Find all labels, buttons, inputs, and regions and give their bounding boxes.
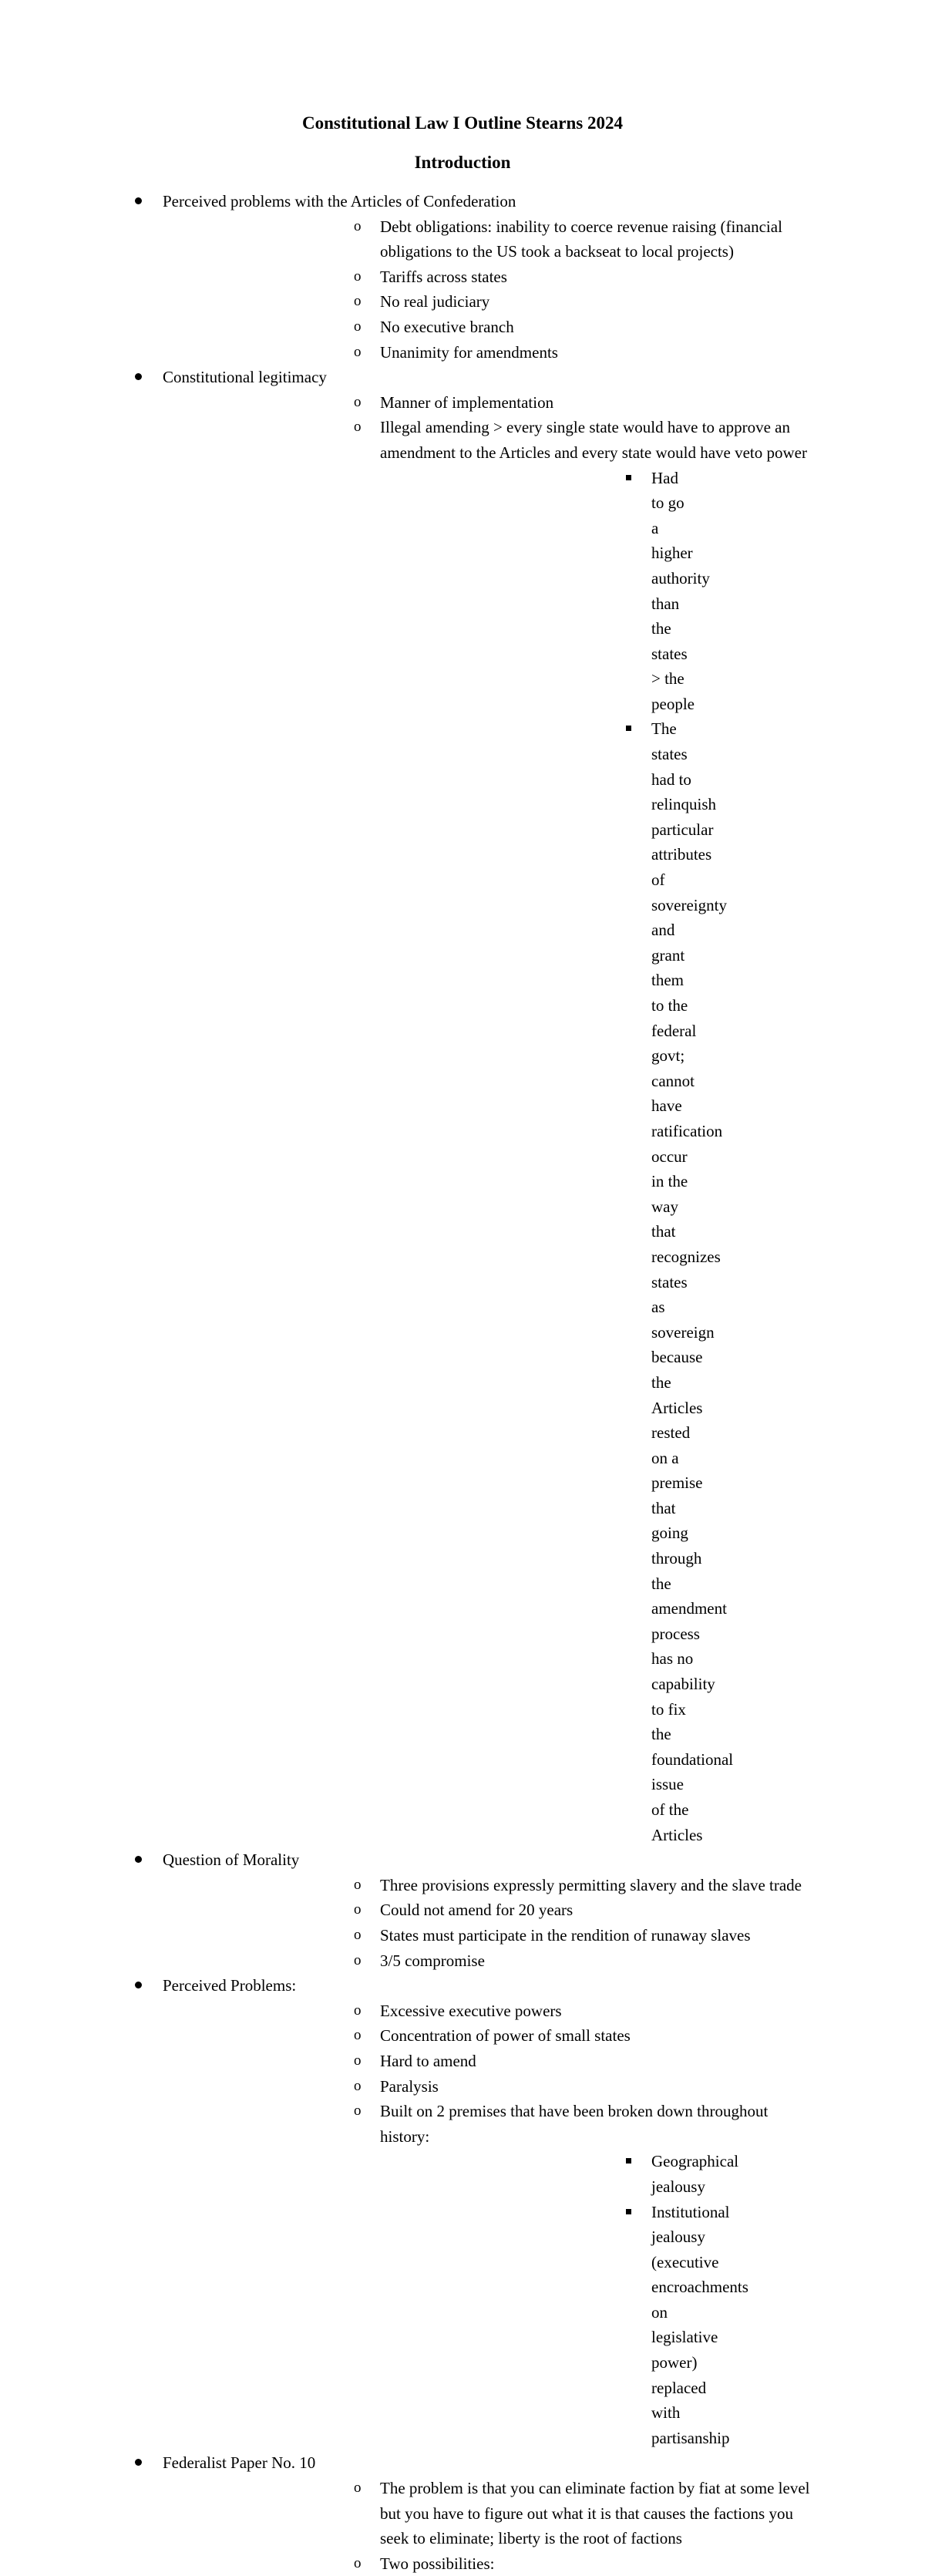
outline-item-text: Three provisions expressly permitting slavery and the slave trade [380,1875,802,1894]
outline-subitem [163,2023,925,2049]
outline-item-text: Manner of implementation [380,392,554,412]
square-bullet-icon [626,726,631,731]
outline-item-text: Constitutional legitimacy [163,368,327,387]
outline-subitem [163,340,925,365]
outline-subitem [163,1923,925,1948]
outline-item-text: Geographical jealousy [651,2152,739,2196]
outline-subsubitem [380,466,817,717]
outline-subitem [163,390,925,416]
nested-list [163,2476,925,2576]
outline-item-text: Hard to amend [380,2051,476,2070]
outline-subitem [163,1948,925,1974]
outline-list [0,189,925,2576]
circle-bullet-icon: o [354,419,362,436]
circle-bullet-icon: o [354,318,362,335]
square-bullet-icon [626,2158,631,2164]
outline-item-text: Illegal amending > every single state would have to approve an amendment to the Articles and every state would have veto power [380,418,807,462]
outline-subitem [163,264,925,290]
circle-bullet-icon: o [354,1876,362,1893]
section-heading: Introduction [414,153,511,172]
outline-item-text: No real judiciary [380,292,490,311]
outline-item-text: Federalist Paper No. 10 [163,2453,316,2473]
outline-subitem [163,315,925,340]
outline-subitem [163,1897,925,1923]
outline-item-text: Institutional jealousy (executive encroachments on legislative power) replaced with partisanship [651,2202,748,2447]
circle-bullet-icon: o [354,1951,362,1968]
nested-list [380,466,817,1848]
outline-subsubitem [380,2200,817,2451]
round-bullet-icon [135,2459,142,2466]
circle-bullet-icon: o [354,2077,362,2094]
circle-bullet-icon: o [354,2027,362,2044]
outline-subitem [163,1999,925,2024]
outline-item-text: States must participate in the rendition of runaway slaves [380,1925,751,1945]
outline-item-text: Excessive executive powers [380,2001,562,2020]
circle-bullet-icon: o [354,393,362,410]
outline-item-text: Concentration of power of small states [380,2026,631,2046]
circle-bullet-icon: o [354,2480,362,2497]
outline-item-text: Debt obligations: inability to coerce revenue raising (financial obligations to the US took a backseat to local projects) [380,217,782,261]
nested-list [380,2149,817,2450]
outline-item [0,365,925,1847]
outline-subitem [163,415,925,1847]
outline-item-text: The states had to relinquish particular attributes of sovereignty and grant them to the federal govt; cannot have ratification occur in the way that recognizes states as sovereign because the Articles rested on a premise that going through the amendment process has no capability to fix the foundational issue of the Articles [651,719,734,1844]
circle-bullet-icon: o [354,2052,362,2069]
outline-item [0,2450,925,2576]
circle-bullet-icon: o [354,343,362,360]
outline-item-text: Perceived Problems: [163,1976,297,1995]
outline-item-text: Had to go a higher authority than the states > the people [651,468,710,713]
outline-subitem [163,2476,925,2551]
outline-subitem [163,289,925,315]
nested-list [163,214,925,365]
outline-subitem [163,2099,925,2450]
outline-item-text: The problem is that you can eliminate faction by fiat at some level but you have to figure out what it is that causes the factions you seek to eliminate; liberty is the root of factions [380,2479,810,2548]
circle-bullet-icon: o [354,2103,362,2120]
outline-subitem [163,214,925,264]
round-bullet-icon [135,1856,142,1863]
square-bullet-icon [626,2209,631,2214]
round-bullet-icon [135,197,142,204]
outline-item-text: 3/5 compromise [380,1951,485,1970]
circle-bullet-icon: o [354,1926,362,1943]
outline-subitem [163,2551,925,2576]
outline-item-text: Two possibilities: [380,2554,495,2573]
outline-subitem [163,2049,925,2074]
outline-item-text: Unanimity for amendments [380,342,558,362]
circle-bullet-icon: o [354,217,362,234]
outline-item-text: Question of Morality [163,1850,300,1870]
circle-bullet-icon: o [354,1901,362,1918]
outline-item-text: Tariffs across states [380,267,507,286]
nested-list [163,1999,925,2451]
document-title: Constitutional Law I Outline Stearns 2024 [302,113,623,133]
outline-item-text: Could not amend for 20 years [380,1901,574,1920]
outline-item-text: Built on 2 premises that have been broken down throughout history: [380,2102,769,2146]
outline-subitem [163,2074,925,2100]
circle-bullet-icon: o [354,268,362,285]
outline-item-text: Paralysis [380,2076,439,2096]
outline-item [0,1973,925,2450]
outline-item-text: No executive branch [380,317,514,336]
outline-subsubitem [380,2149,817,2199]
nested-list [163,390,925,1847]
round-bullet-icon [135,1982,142,1988]
square-bullet-icon [626,475,631,480]
outline-item [0,189,925,365]
outline-item [0,1847,925,1973]
nested-list [163,1873,925,1973]
circle-bullet-icon: o [354,2554,362,2571]
outline-item-text: Perceived problems with the Articles of Confederation [163,192,516,210]
circle-bullet-icon: o [354,293,362,310]
circle-bullet-icon: o [354,2002,362,2019]
outline-subsubitem [380,716,817,1847]
outline-subitem [163,1873,925,1898]
round-bullet-icon [135,373,142,380]
